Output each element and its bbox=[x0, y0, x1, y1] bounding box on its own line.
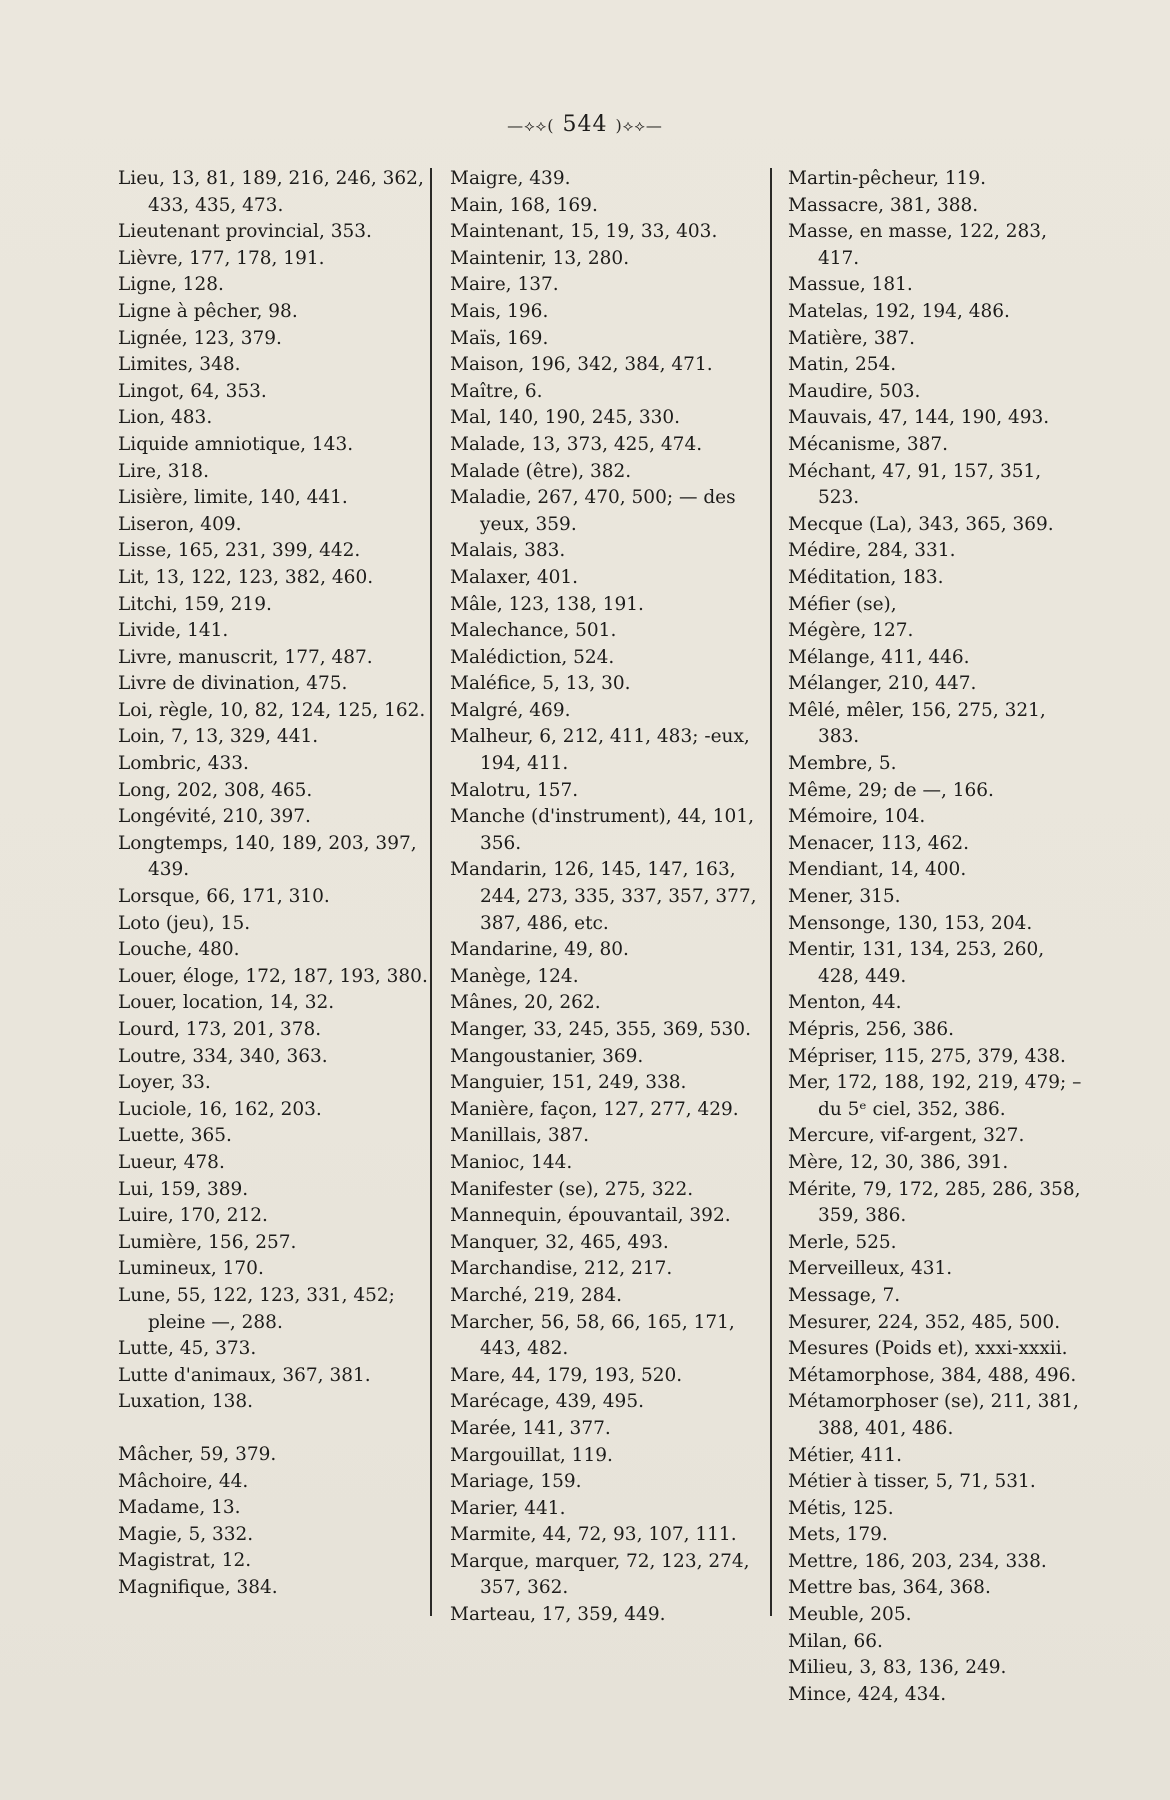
index-entry: Maïs, 169. bbox=[450, 327, 549, 349]
index-entry: Lit, 13, 122, 123, 382, 460. bbox=[118, 566, 374, 588]
index-entry: Mettre, 186, 203, 234, 338. bbox=[788, 1550, 1047, 1572]
index-entry: Lourd, 173, 201, 378. bbox=[118, 1019, 322, 1040]
index-entry: Matière, 387. bbox=[788, 327, 916, 349]
index-entry: Métier à tisser, 5, 71, 531. bbox=[788, 1471, 1036, 1493]
index-entry: Maudire, 503. bbox=[788, 380, 921, 402]
column-divider bbox=[430, 168, 432, 1616]
index-entry: Maladie, 267, 470, 500; — des yeux, 359. bbox=[450, 487, 736, 535]
index-entry: Magistrat, 12. bbox=[118, 1550, 252, 1572]
index-entry: Malédiction, 524. bbox=[450, 646, 615, 668]
index-entry: Mandarine, 49, 80. bbox=[450, 939, 629, 961]
index-column-2 bbox=[450, 166, 768, 1629]
index-entry: Manquer, 32, 465, 493. bbox=[450, 1231, 669, 1253]
ornament-right: )⟡⟡— bbox=[615, 116, 663, 135]
index-entry: Lieu, 13, 81, 189, 216, 246, 362, 433, 435, 473. bbox=[118, 168, 424, 216]
index-entry: Manguier, 151, 249, 338. bbox=[450, 1072, 687, 1094]
index-entry: Merle, 525. bbox=[788, 1231, 897, 1253]
index-entry: Liseron, 409. bbox=[118, 513, 242, 535]
index-entry: Manger, 33, 245, 355, 369, 530. bbox=[450, 1019, 751, 1040]
index-entry: Magie, 5, 332. bbox=[118, 1523, 254, 1545]
index-entry: Malheur, 6, 212, 411, 483; -eux, 194, 411. bbox=[450, 726, 750, 775]
index-entry: Malotru, 157. bbox=[450, 779, 579, 801]
index-entry: Longtemps, 140, 189, 203, 397, 439. bbox=[118, 832, 417, 881]
index-entry: Lui, 159, 389. bbox=[118, 1178, 249, 1200]
index-entry: Mentir, 131, 134, 253, 260, 428, 449. bbox=[788, 939, 1045, 987]
index-entry: Ligne, 128. bbox=[118, 274, 224, 296]
index-entry: Marmite, 44, 72, 93, 107, 111. bbox=[450, 1524, 737, 1546]
index-entry: Lutte d'animaux, 367, 381. bbox=[118, 1364, 371, 1386]
index-entry: Litchi, 159, 219. bbox=[118, 593, 272, 615]
index-entry: Merveilleux, 431. bbox=[788, 1258, 953, 1280]
index-entry: Manière, façon, 127, 277, 429. bbox=[450, 1098, 739, 1120]
index-entry: Manioc, 144. bbox=[450, 1151, 573, 1173]
index-entry: Mérite, 79, 172, 285, 286, 358, 359, 386. bbox=[788, 1178, 1081, 1227]
index-entry: Lisière, limite, 140, 441. bbox=[118, 487, 348, 509]
index-entry: Mais, 196. bbox=[450, 300, 549, 322]
index-column-3 bbox=[788, 166, 1088, 1708]
index-entry: Mélanger, 210, 447. bbox=[788, 673, 977, 695]
index-entry: Marchandise, 212, 217. bbox=[450, 1258, 673, 1280]
index-entry: Mariage, 159. bbox=[450, 1471, 582, 1493]
index-entry: Louer, location, 14, 32. bbox=[118, 992, 335, 1014]
index-entry: Métis, 125. bbox=[788, 1497, 894, 1519]
column-divider bbox=[770, 168, 772, 1616]
index-entry: Liquide amniotique, 143. bbox=[118, 433, 354, 455]
index-entry: Mare, 44, 179, 193, 520. bbox=[450, 1364, 683, 1386]
index-entry: Maître, 6. bbox=[450, 380, 543, 402]
index-entry: Marcher, 56, 58, 66, 165, 171, 443, 482. bbox=[450, 1311, 735, 1360]
index-entry: Margouillat, 119. bbox=[450, 1444, 613, 1466]
index-entry: Malais, 383. bbox=[450, 540, 566, 562]
index-entry: Mettre bas, 364, 368. bbox=[788, 1577, 991, 1599]
index-entry: Mendiant, 14, 400. bbox=[788, 859, 967, 881]
index-entry: Mémoire, 104. bbox=[788, 806, 926, 828]
index-entry: Mannequin, épouvantail, 392. bbox=[450, 1205, 731, 1227]
index-entry: Loyer, 33. bbox=[118, 1072, 211, 1094]
index-entry: Mécanisme, 387. bbox=[788, 433, 949, 455]
index-entry: Luire, 170, 212. bbox=[118, 1205, 268, 1227]
index-entry: Méfier (se), bbox=[788, 593, 897, 615]
index-entry: Loto (jeu), 15. bbox=[118, 912, 251, 934]
index-entry: Lièvre, 177, 178, 191. bbox=[118, 247, 325, 269]
index-entry: Méchant, 47, 91, 157, 351, 523. bbox=[788, 460, 1042, 509]
index-entry: Mégère, 127. bbox=[788, 620, 914, 642]
index-entry: Luciole, 16, 162, 203. bbox=[118, 1098, 322, 1120]
index-entry: Même, 29; de —, 166. bbox=[788, 779, 994, 801]
index-entry: Mépris, 256, 386. bbox=[788, 1019, 955, 1040]
index-entry: Manche (d'instrument), 44, 101, 356. bbox=[450, 806, 754, 854]
index-entry: Mâchoire, 44. bbox=[118, 1470, 249, 1492]
index-entry: Menacer, 113, 462. bbox=[788, 832, 969, 854]
index-entry: Magnifique, 384. bbox=[118, 1576, 278, 1598]
index-entry: Mépriser, 115, 275, 379, 438. bbox=[788, 1045, 1066, 1067]
index-entry: Maison, 196, 342, 384, 471. bbox=[450, 354, 713, 376]
index-entry: Meuble, 205. bbox=[788, 1604, 912, 1626]
index-entry: Membre, 5. bbox=[788, 753, 897, 775]
index-entry: Métamorphose, 384, 488, 496. bbox=[788, 1364, 1077, 1386]
index-entry: Mauvais, 47, 144, 190, 493. bbox=[788, 407, 1050, 429]
index-entry: Milan, 66. bbox=[788, 1630, 883, 1652]
index-entry: Mer, 172, 188, 192, 219, 479; – du 5ᵉ ciel, 352, 386. bbox=[788, 1072, 1082, 1120]
index-entry: Ligne à pêcher, 98. bbox=[118, 300, 298, 322]
index-entry: Lingot, 64, 353. bbox=[118, 380, 267, 402]
index-entry: Mener, 315. bbox=[788, 886, 901, 908]
index-entry: Mercure, vif-argent, 327. bbox=[788, 1125, 1025, 1147]
index-entry: Longévité, 210, 397. bbox=[118, 806, 311, 828]
index-entry: Matin, 254. bbox=[788, 354, 897, 376]
index-entry: Mecque (La), 343, 365, 369. bbox=[788, 513, 1054, 535]
index-entry: Marché, 219, 284. bbox=[450, 1284, 623, 1306]
index-entry: Médire, 284, 331. bbox=[788, 540, 956, 562]
index-entry: Lueur, 478. bbox=[118, 1151, 225, 1173]
index-entry: Mesurer, 224, 352, 485, 500. bbox=[788, 1311, 1061, 1333]
index-entry: Marier, 441. bbox=[450, 1497, 566, 1519]
index-entry: Maléfice, 5, 13, 30. bbox=[450, 673, 631, 695]
index-entry: Marteau, 17, 359, 449. bbox=[450, 1604, 666, 1626]
index-entry: Lorsque, 66, 171, 310. bbox=[118, 886, 330, 908]
index-entry: Mesures (Poids et), xxxi-xxxii. bbox=[788, 1338, 1068, 1360]
index-entry: Mère, 12, 30, 386, 391. bbox=[788, 1151, 1009, 1173]
index-entry: Luette, 365. bbox=[118, 1125, 232, 1147]
index-entry: Lion, 483. bbox=[118, 407, 213, 429]
index-entry: Malaxer, 401. bbox=[450, 566, 579, 588]
index-entry: Long, 202, 308, 465. bbox=[118, 779, 313, 801]
index-entry: Loin, 7, 13, 329, 441. bbox=[118, 726, 319, 748]
index-entry: Mêlé, mêler, 156, 275, 321, 383. bbox=[788, 699, 1046, 748]
index-entry: Méditation, 183. bbox=[788, 566, 944, 588]
index-entry: Lumineux, 170. bbox=[118, 1258, 264, 1280]
index-entry: Loi, règle, 10, 82, 124, 125, 162. bbox=[118, 699, 426, 721]
index-entry: Livre, manuscrit, 177, 487. bbox=[118, 646, 373, 668]
index-entry: Maintenant, 15, 19, 33, 403. bbox=[450, 221, 718, 243]
index-entry: Mince, 424, 434. bbox=[788, 1683, 947, 1705]
index-entry: Mâle, 123, 138, 191. bbox=[450, 593, 644, 615]
index-entry: Mandarin, 126, 145, 147, 163, 244, 273, 335, 337, 357, 377, 387, 486, etc. bbox=[450, 859, 757, 934]
index-entry: Lisse, 165, 231, 399, 442. bbox=[118, 540, 361, 562]
index-entry: Mets, 179. bbox=[788, 1524, 888, 1546]
page-number: 544 bbox=[562, 112, 608, 137]
section-gap bbox=[118, 1416, 428, 1442]
index-entry: Marécage, 439, 495. bbox=[450, 1391, 644, 1413]
index-entry: Marée, 141, 377. bbox=[450, 1417, 611, 1439]
index-entry: Métamorphoser (se), 211, 381, 388, 401, 486. bbox=[788, 1391, 1079, 1439]
index-entry: Malade (être), 382. bbox=[450, 460, 632, 482]
index-entry: Message, 7. bbox=[788, 1284, 901, 1306]
index-entry: Manifester (se), 275, 322. bbox=[450, 1178, 694, 1200]
index-entry: Lutte, 45, 373. bbox=[118, 1338, 257, 1360]
index-entry: Manillais, 387. bbox=[450, 1125, 590, 1147]
index-entry: Malgré, 469. bbox=[450, 699, 571, 721]
index-entry: Limites, 348. bbox=[118, 354, 241, 376]
index-entry: Mensonge, 130, 153, 204. bbox=[788, 912, 1033, 934]
index-entry: Malade, 13, 373, 425, 474. bbox=[450, 433, 703, 455]
index-entry: Madame, 13. bbox=[118, 1497, 241, 1519]
index-entry: Lignée, 123, 379. bbox=[118, 327, 282, 349]
index-entry: Maintenir, 13, 280. bbox=[450, 247, 630, 269]
index-entry: Mangoustanier, 369. bbox=[450, 1045, 644, 1067]
index-entry: Malechance, 501. bbox=[450, 620, 617, 642]
index-entry: Marque, marquer, 72, 123, 274, 357, 362. bbox=[450, 1550, 750, 1599]
index-entry: Lumière, 156, 257. bbox=[118, 1231, 297, 1253]
index-entry: Maire, 137. bbox=[450, 274, 559, 296]
index-entry: Livre de divination, 475. bbox=[118, 673, 348, 695]
index-entry: Métier, 411. bbox=[788, 1444, 902, 1466]
index-entry: Mânes, 20, 262. bbox=[450, 992, 601, 1014]
index-entry: Maigre, 439. bbox=[450, 168, 571, 189]
index-entry: Martin-pêcheur, 119. bbox=[788, 168, 987, 189]
index-entry: Mâcher, 59, 379. bbox=[118, 1443, 277, 1465]
page-header bbox=[0, 112, 1170, 137]
index-entry: Lombric, 433. bbox=[118, 753, 249, 775]
index-entry: Manège, 124. bbox=[450, 965, 579, 987]
index-entry: Matelas, 192, 194, 486. bbox=[788, 300, 1010, 322]
index-column-1 bbox=[118, 166, 428, 1601]
index-entry: Massue, 181. bbox=[788, 274, 913, 296]
index-entry: Mélange, 411, 446. bbox=[788, 646, 970, 668]
index-entry: Lieutenant provincial, 353. bbox=[118, 221, 372, 243]
index-entry: Livide, 141. bbox=[118, 620, 229, 642]
index-entry: Masse, en masse, 122, 283, 417. bbox=[788, 221, 1047, 269]
index-entry: Lire, 318. bbox=[118, 460, 209, 482]
index-entry: Louche, 480. bbox=[118, 939, 240, 961]
index-entry: Milieu, 3, 83, 136, 249. bbox=[788, 1657, 1007, 1679]
ornament-left: —⟡⟡( bbox=[507, 116, 555, 135]
index-entry: Main, 168, 169. bbox=[450, 194, 598, 216]
index-entry: Lune, 55, 122, 123, 331, 452; pleine —, 288. bbox=[118, 1284, 395, 1333]
index-entry: Massacre, 381, 388. bbox=[788, 194, 979, 216]
index-entry: Mal, 140, 190, 245, 330. bbox=[450, 407, 681, 429]
index-entry: Louer, éloge, 172, 187, 193, 380. bbox=[118, 965, 428, 987]
index-entry: Menton, 44. bbox=[788, 992, 902, 1014]
index-entry: Loutre, 334, 340, 363. bbox=[118, 1045, 328, 1067]
index-entry: Luxation, 138. bbox=[118, 1391, 254, 1413]
